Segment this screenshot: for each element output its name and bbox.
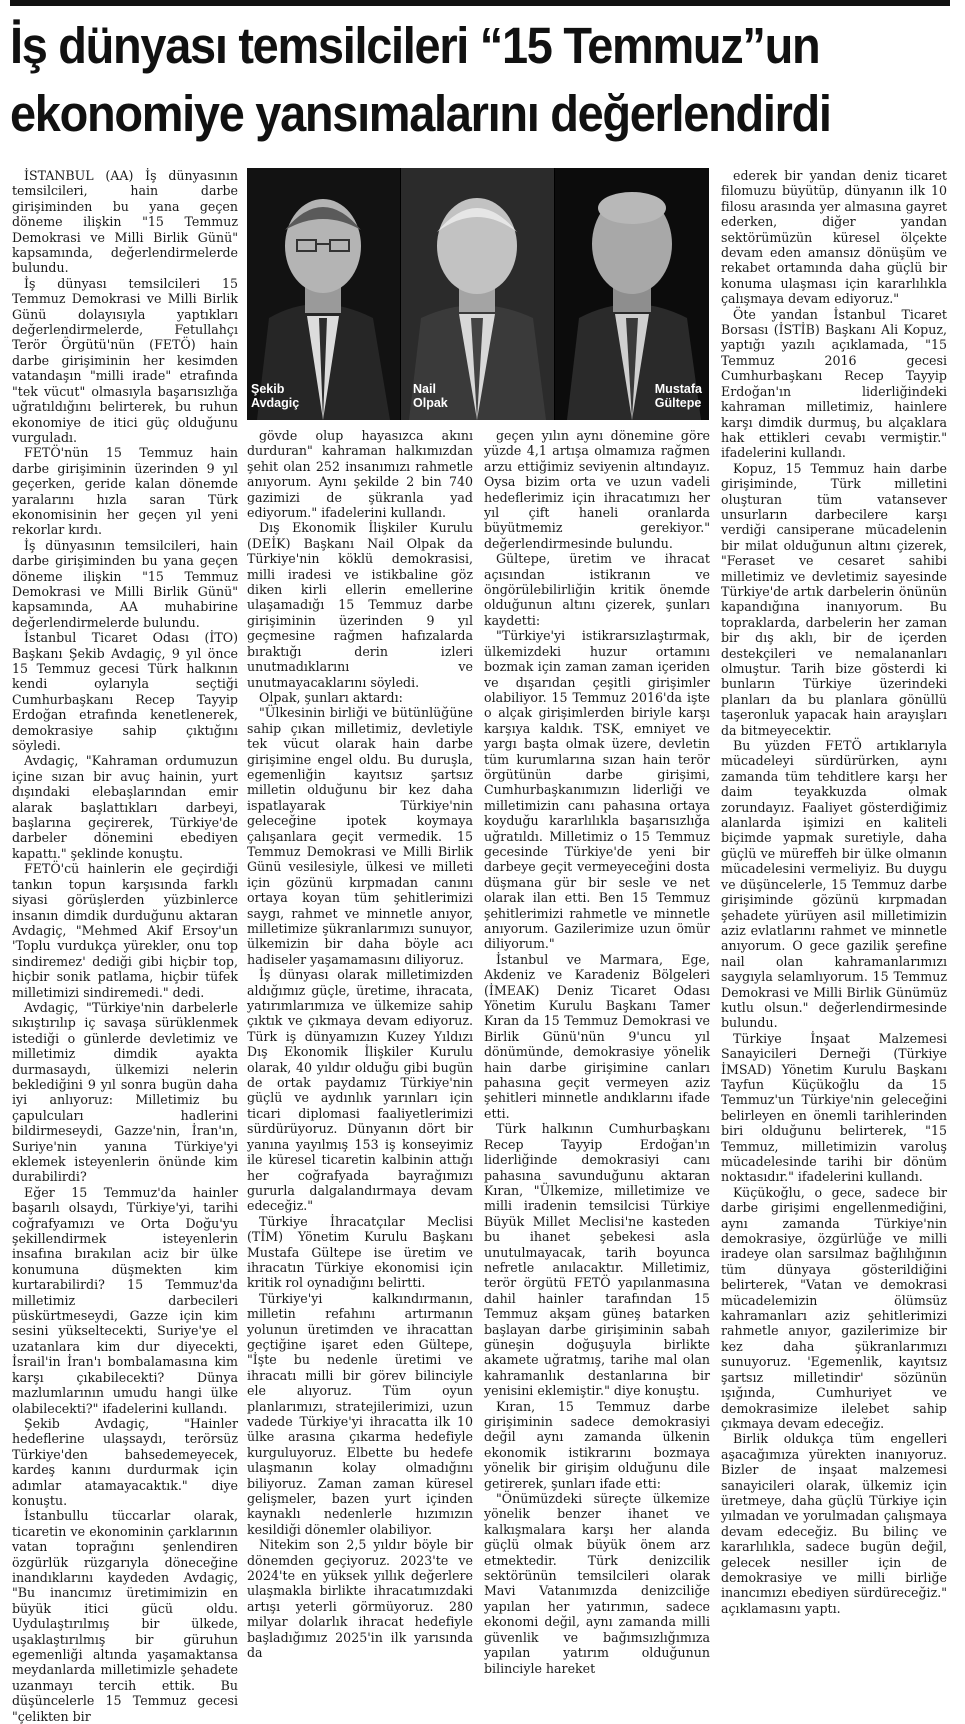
article-paragraph: Türkiye'yi kalkındırmanın, milletin refahını artırmanın yolunun üretimden ve ihracattan geçtiğine işaret eden Gültepe, "İşte bu nedenle üretimi ve ihracatı milli bir görev bilinciyle ele alıyoruz. Tüm oyun planlarımızı, stratejilerimizi, uzun vadede Türkiye'yi ihracatta ilk 10 ülke arasına çıkarma hedefiyle kurguluyoruz. Elbette bu hedefe ulaşmanın kolay olmadığını biliyoruz. Zaman zaman küresel gelişmeler, bazen yurt içinden kaynaklı nedenlerle hızımızın kesildiği dönemler olabiliyor. [247, 1290, 473, 1537]
portrait-photo-gultepe [555, 168, 708, 420]
article-paragraph: İSTANBUL (AA) İş dünyasının temsilcileri, hain darbe girişiminden bu yana geçen döneme ilişkin "15 Temmuz Demokrasi ve Milli Birlik Günü" kapsamında, değerlendirmelerde bulundu. [12, 168, 238, 276]
article-column-1 [12, 168, 238, 1724]
article-paragraph: "Önümüzdeki süreçte ülkemize yönelik benzer ihanet ve kalkışmalara karşı her alanda güçlü olmak büyük önem arz etmektedir. Türk denizcilik sektörünün temsilcileri olarak Mavi Vatanımızda denizciliğe yapılan her yatırımın, sadece ekonomi değil, aynı zamanda milli güvenlik ve bağımsızlığımıza yapılan yatırım olduğunun bilinciyle hareket [484, 1491, 710, 1676]
article-paragraph: geçen yılın aynı dönemine göre yüzde 4,1 artışa olmamıza rağmen arzu ettiğimiz seviyenin altındayız. Oysa bizim orta ve uzun vadeli hedeflerimiz için ihracatımızı her yıl çift haneli oranlarda büyütmemiz gerekiyor." değerlendirmesinde bulundu. [484, 428, 710, 551]
photo-strip [247, 168, 709, 420]
article-paragraph: Kopuz, 15 Temmuz hain darbe girişiminde, Türk milletini oluşturan tüm vatansever unsurların darbecilere karşı verdiği cansiperane mücadelenin bir milat olduğunun altını çizerek, "Feraset ve cesaret sahibi milletimiz ve devletimiz sayesinde Türkiye'de artık darbelerin önünün kapandığına inanıyorum. Bu topraklarda, darbelerin her zaman bir dış aklı, bir de içerden destekçileri ve nemalananları olmuştur. Tarih bize gösterdi ki bunların Türkiye üzerindeki planları da bu planlara gönüllü taşeronluk yapacak hain arayışları da bitmeyecektir. [721, 460, 947, 738]
article-paragraph: İş dünyası olarak milletimizden aldığımız güçle, üretime, ihracata, yatırımlarımıza ve ülkemize sahip çıktık ve çıkmaya devam ediyoruz. Türk iş dünyamızın Kuzey Yıldızı Dış Ekonomik İlişkiler Kurulu olarak, 40 yıldır olduğu gibi bugün de ortak paydamız Türkiye'nin güçlü ve aydınlık yarınları için ticari diplomasi faaliyetlerimizi sürdürüyoruz. Dünyanın dört bir yanına yayılmış 153 iş konseyimiz ile küresel ticaretin kalbinin attığı her coğrafyada bayrağımızı gururla dalgalandırmaya devam edeceğiz." [247, 967, 473, 1214]
photo-caption: Nail Olpak [413, 382, 448, 410]
article-paragraph: İş dünyasının temsilcileri, hain darbe girişiminden bu yana geçen döneme ilişkin "15 Temmuz Demokrasi ve Milli Birlik Günü" kapsamında, AA muhabirine değerlendirmelerde bulundu. [12, 537, 238, 630]
article-paragraph: Türkiye İnşaat Malzemesi Sanayicileri Derneği (Türkiye İMSAD) Yönetim Kurulu Başkanı Tayfun Küçükoğlu da 15 Temmuz'un Türkiye'nin geleceğini belirleyen en önemli tarihlerinden biri olduğunu belirterek, "15 Temmuz, milletimizin varoluş mücadelesinde tarihi bir dönüm noktasıdır." ifadelerini kullandı. [721, 1030, 947, 1185]
article-paragraph: Gültepe, üretim ve ihracat açısından istikranın ve öngörülebilirliğin kritik önemde olduğunun altını çizerek, şunları kaydetti: [484, 551, 710, 628]
article-paragraph: "Türkiye'yi istikrarsızlaştırmak, ülkemizdeki huzur ortamını bozmak için zaman zaman içeriden ve dışarıdan çeşitli girişimler olabiliyor. 15 Temmuz 2016'da işte o alçak girişimlerden biriyle karşı karşıya kaldık. TSK, emniyet ve yargı başta olmak üzere, devletin tüm kurumlarına sızan hain terör örgütünün darbe girişimi, Cumhurbaşkanımızın liderliği ve milletimizin canı pahasına ortaya koyduğu kararlılıkla başarısızlığa uğratıldı. Milletimiz o 15 Temmuz gecesinde Türkiye'de yeni bir darbeye geçit vermeyeceğini dosta düşmana gür bir sesle ve net olarak ilan etti. Ben 15 Temmuz şehitlerimizi rahmetle ve minnetle anıyorum. Gazilerimize uzun ömür diliyorum." [484, 628, 710, 952]
article-paragraph: İstanbullu tüccarlar olarak, ticaretin ve ekonominin çarklarının vatan toprağını şenlendiren özgürlük rüzgarıyla döneceğine inandıklarını kaydeden Avdagiç, "Bu inancımız üretimimizin en büyük itici gücü oldu. Uydulaştırılmış bir ülkede, uşaklaştırılmış bir güruhun egemenliği altında yaşamaktansa meydanlarda milletimizle şehadete uzanmayı tercih ettik. Bu düşüncelerle 15 Temmuz gecesi "çelikten bir [12, 1508, 238, 1724]
article-column-3 [484, 428, 710, 1676]
article-paragraph: Nitekim son 2,5 yıldır böyle bir dönemden geçiyoruz. 2023'te ve 2024'te en yüksek yıllık değerlere ulaşmakla birlikte ihracatımızdaki artışı yeterli görmüyoruz. 280 milyar dolarlık ihracat hedefiyle başladığımız 2025'in ilk yarısında da [247, 1537, 473, 1661]
article-paragraph: Kıran, 15 Temmuz darbe girişiminin sadece demokrasiyi değil aynı zamanda ülkenin ekonomik istikrarını bozmaya yönelik bir girişim olduğunu dile getirerek, şunları ifade etti: [484, 1398, 710, 1491]
article-paragraph: "Ülkesinin birliği ve bütünlüğüne sahip çıkan milletimiz, devletiyle tek vücut olarak hain darbe girişimine engel oldu. Bu duruşla, egemenliğin kayıtsız şartsız milletin olduğunu bir kez daha ispatlayarak Türkiye'nin geleceğine ipotek koymaya çalışanlara geçit vermedik. 15 Temmuz Demokrasi ve Milli Birlik Günü vesilesiyle, ülkesi ve milleti için gözünü kırpmadan canını ortaya koyan tüm şehitlerimizi saygı, rahmet ve minnetle anıyor, milletimize şükranlarımızı sunuyor, ülkemizin bir daha böyle acı hadiseler yaşamamasını diliyoruz. [247, 705, 473, 967]
headline-line-2: ekonomiye yansımalarını değerlendirdi [10, 85, 831, 142]
article-paragraph: Türkiye İhracatçılar Meclisi (TİM) Yönetim Kurulu Başkanı Mustafa Gültepe ise üretim ve ihracatın Türkiye ekonomisi için kritik rol oynadığını belirtti. [247, 1213, 473, 1291]
article-paragraph: Eğer 15 Temmuz'da hainler başarılı olsaydı, Türkiye'yi, tarihi coğrafyamızı ve Orta Doğu'yu şekillendirmek isteyenlerin insafına bırakılan aciz bir ülke konumuna düşmekten kim kurtarabilirdi? 15 Temmuz'da milletimiz darbecileri püskürtmeseydi, Gazze için kim sesini yükseltecekti, Suriye'ye el uzatanlara kim dur diyecekti, İsrail'in İran'ı bombalamasına kim karşı çıkabilecekti? Dünya mazlumlarının umudu hangi ülke olabilecekti?" ifadelerini kullandı. [12, 1184, 238, 1416]
article-column-2 [247, 428, 473, 1666]
article-paragraph: İstanbul Ticaret Odası (İTO) Başkanı Şekib Avdagiç, 9 yıl önce 15 Temmuz gecesi Türk halkının kendi oylarıyla seçtiği Cumhurbaşkanı Recep Tayyip Erdoğan etrafında kenetlenerek, demokrasiye sahip çıktığını söyledi. [12, 630, 238, 754]
portrait-photo-olpak [401, 168, 554, 420]
article-paragraph: Öte yandan İstanbul Ticaret Borsası (İSTİB) Başkanı Ali Kopuz, yaptığı yazılı açıklamada, "15 Temmuz 2016 gecesi Cumhurbaşkanı Recep Tayyip Erdoğan'ın liderliğindeki kahraman milletimiz, hainlere karşı dimdik durmuş, bu alçaklara hak ettikleri cevabı vermiştir." ifadelerini kullandı. [721, 306, 947, 461]
photo-caption: Mustafa Gültepe [654, 382, 702, 410]
article-paragraph: İş dünyası temsilcileri 15 Temmuz Demokrasi ve Milli Birlik Günü dolayısıyla yaptıkları değerlendirmelerde, Fetullahçı Terör Örgütü'nün (FETÖ) hain darbe girişiminin her kesimden vatandaşın "milli irade" etrafında "tek vücut" olmasıyla başarısızlığa uğratıldığını belirterek, bu ruhun ekonomiye de itici güç olduğunu vurguladı. [12, 275, 238, 445]
headline [10, 12, 879, 148]
article-paragraph: Şekib Avdagiç, "Hainler hedeflerine ulaşsaydı, terörsüz Türkiye'den bahsedemeyecek, kardeş kanını durdurmak için adımlar atamayacaktık." diye konuştu. [12, 1415, 238, 1508]
top-rule [10, 0, 950, 6]
article-paragraph: FETÖ'cü hainlerin ele geçirdiği tankın topun karşısında farklı siyasi görüşlerden yüzbinlerce insanın dimdik durduğunu aktaran Avdagiç, "Mehmed Akif Ersoy'un 'Toplu vurdukça yürekler, onu top sindiremez' dediği gibi hiçbir top, hiçbir sonik patlama, hiçbir tüfek milletimizi sindiremedi." dedi. [12, 861, 238, 1000]
article-paragraph: ederek bir yandan deniz ticaret filomuzu büyütüp, dünyanın ilk 10 filosu arasında yer almasına gayret ederken, diğer yandan sektörümüzün küresel ölçekte devam eden amansız dönüşüm ve rekabet ortamında daha güçlü bir konuma ulaşması için kararlılıkla çalışmaya devam ediyoruz." [721, 168, 947, 307]
article-paragraph: Avdagiç, "Kahraman ordumuzun içine sızan bir avuç hainin, yurt dışındaki elebaşlarından emir alarak başlattıkları darbeyi, başlarına geçirerek, Türkiye'de darbeler dönemini ebediyen kapattı." şeklinde konuştu. [12, 753, 238, 861]
article-paragraph: Dış Ekonomik İlişkiler Kurulu (DEİK) Başkanı Nail Olpak da Türkiye'nin köklü demokrasisi, milli iradesi ve istikbaline göz diken kirli ellerin emellerine ulaşamadığı 15 Temmuz darbe girişiminin üzerinden 9 yıl geçmesine rağmen hafızalarda bıraktığı derin izleri unutmadıklarını ve unutmayacaklarını söyledi. [247, 520, 473, 690]
article-paragraph: Olpak, şunları aktardı: [259, 689, 403, 705]
article-paragraph: İstanbul ve Marmara, Ege, Akdeniz ve Karadeniz Bölgeleri (İMEAK) Deniz Ticaret Odası Yönetim Kurulu Başkanı Tamer Kıran da 15 Temmuz Demokrasi ve Birlik Günü'nün 9'uncu yıl dönümünde, demokrasiye yönelik hain darbe girişimine canları pahasına geçit vermeyen aziz şehitleri minnetle andıklarını ifade etti. [484, 951, 710, 1121]
article-paragraph: FETÖ'nün 15 Temmuz hain darbe girişiminin üzerinden 9 yıl geçerken, geride kalan dönemde yaralarını hızla saran Türk ekonomisinin her geçen yıl yeni rekorlar kırdı. [12, 445, 238, 538]
portrait-photo-avdagic [247, 168, 400, 420]
article-paragraph: Türk halkının Cumhurbaşkanı Recep Tayyip Erdoğan'ın liderliğinde demokrasiyi canı pahasına savunduğunu aktaran Kıran, "Ülkemize, milletimize ve milli iradenin temsilcisi Türkiye Büyük Millet Meclisi'ne kasteden bu ihanet şebekesi asla unutulmayacak, tarih boyunca nefretle anılacaktır. Milletimiz, terör örgütü FETÖ yapılanmasına dahil hainler tarafından 15 Temmuz akşam güneş batarken başlayan darbe girişiminin sabah güneşin doğuşuyla birlikte akamete uğratmış, tarihe mal olan kahramanlık destanlarına bir yenisini eklemiştir." diye konuştu. [484, 1121, 710, 1399]
photo-caption: Şekib Avdagiç [251, 382, 300, 410]
article-paragraph: Avdagiç, "Türkiye'nin darbelerle sıkıştırılıp iç savaşa sürüklenmek istediği o günlerde devletimiz ve milletimiz dimdik ayakta durmasaydı, ülkemizi nelerin beklediğini 9 yıl sonra bugün daha iyi anlıyoruz: Milletimiz bu çapulcuları hadlerini bildirmeseydi, Gazze'nin, İran'ın, Suriye'nin yanına Türkiye'yi eklemek isteyenlerin önünde kim durabilirdi? [12, 999, 238, 1185]
article-paragraph: Birlik oldukça tüm engelleri aşacağımıza yürekten inanıyoruz. Bizler de inşaat malzemesi sanayicileri olarak, ülkemiz için üretmeye, daha güçlü Türkiye için yılmadan ve yorulmadan çalışmaya devam edeceğiz. Bu bilinç ve kararlılıkla, sadece bugün değil, gelecek nesiller için de demokrasiye ve milli birliğe inancımızı ebediyen sürdüreceğiz." açıklamasını yaptı. [721, 1431, 947, 1616]
article-paragraph: Bu yüzden FETÖ artıklarıyla mücadeleyi sürdürürken, aynı zamanda tüm tehditlere karşı her daim teyakkuzda olmak zorundayız. Faaliyet gösterdiğimiz alanlarda işimizi en kaliteli biçimde yapmak suretiyle, daha güçlü ve müreffeh bir ülke olmanın mücadelesini vermeliyiz. Bu duygu ve düşüncelerle, 15 Temmuz darbe girişiminde gözünü kırpmadan şehadete yürüyen asil milletimizin aziz evlatlarını rahmet ve minnetle anıyorum. O gece gazilik şerefine nail olan kahramanlarımızı saygıyla selamlıyorum. 15 Temmuz Demokrasi ve Milli Birlik Günümüz kutlu olsun." değerlendirmesinde bulundu. [721, 738, 947, 1031]
article-column-4 [721, 168, 947, 1666]
article-paragraph: gövde olup hayasızca akını durduran" kahraman halkımızdan şehit olan 252 insanımızı rahmetle anıyorum. Aynı şekilde 2 bin 740 gazimizi de şükranla yad ediyorum." ifadelerini kullandı. [247, 428, 473, 521]
article-paragraph: Küçükoğlu, o gece, sadece bir darbe girişimi engellenmediğini, aynı zamanda Türkiye'nin demokrasiye, özgürlüğe ve milli iradeye olan sarsılmaz bağlılığının tüm dünyaya gösterildiğini belirterek, "Vatan ve demokrasi mücadelemizin ölümsüz kahramanları aziz şehitlerimizi rahmetle anıyor, gazilerimize bir kez daha şükranlarımızı sunuyoruz. 'Egemenlik, kayıtsız şartsız milletindir' sözünün ışığında, Cumhuriyet ve demokrasimize ilelebet sahip çıkmaya devam edeceğiz. [721, 1184, 947, 1431]
headline-line-1: İş dünyası temsilcileri “15 Temmuz”un [10, 17, 820, 74]
